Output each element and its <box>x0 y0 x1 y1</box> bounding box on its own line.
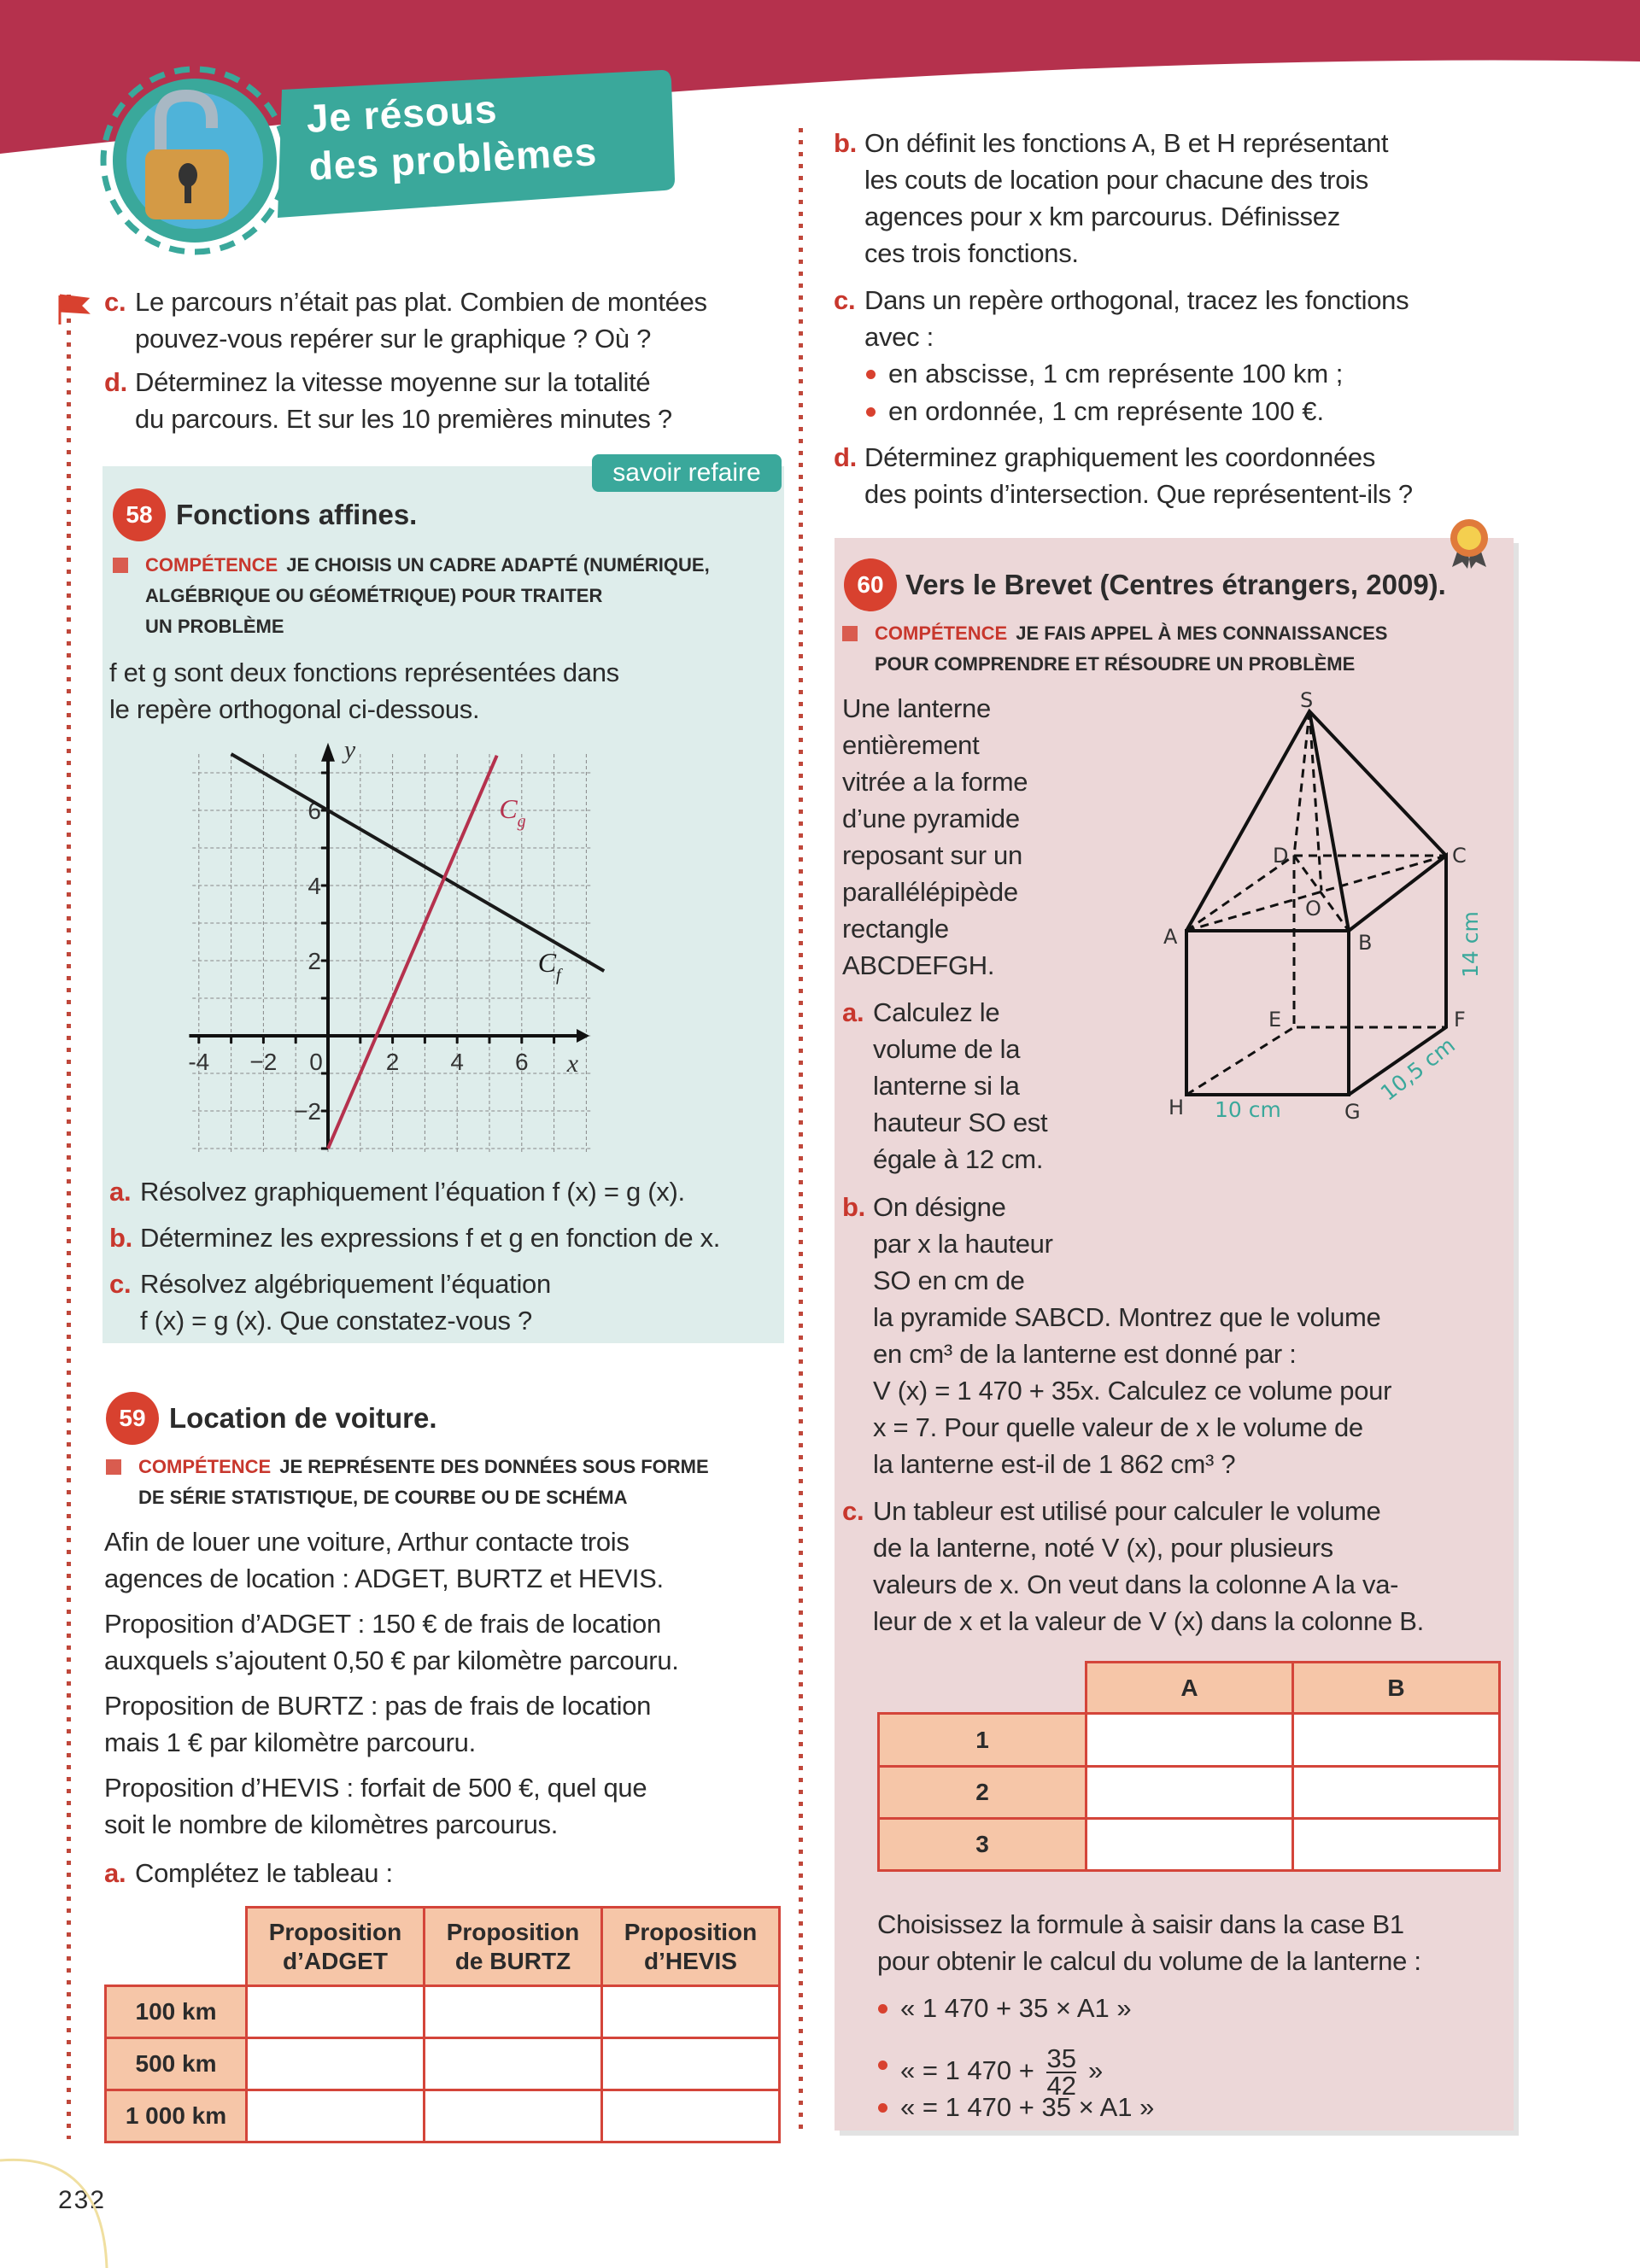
table-cell[interactable] <box>247 2038 425 2090</box>
curve-Cg <box>328 756 497 1149</box>
x-axis-arrow <box>577 1029 589 1043</box>
cell-A1[interactable] <box>1086 1714 1293 1767</box>
table-cell[interactable] <box>425 2090 602 2142</box>
question-b: b. On désigne par x la hauteur SO en cm de la pyramide SABCD. Montrez que le volume en cm³ de la lanterne est donné par : V (x) = 1 470 + 35x. Calculez ce volume pour x = 7. Pour quelle valeur de x le volume de la lanterne est-il de 1 862 cm³ ? <box>842 1192 1392 1479</box>
question-c: c. Dans un repère orthogonal, tracez les fonctions avec : <box>834 285 1409 352</box>
exercise-title: Location de voiture. <box>169 1402 437 1434</box>
y-tick-label: 4 <box>308 873 321 899</box>
bullet-item: en abscisse, 1 cm représente 100 km ; <box>863 355 1343 392</box>
exercise-title: Fonctions affines. <box>176 499 418 530</box>
formula-option: « 1 470 + 35 × A1 » <box>875 1990 1132 2026</box>
cell-A2[interactable] <box>1086 1767 1293 1819</box>
question-b: b. Déterminez les expressions f et g en fonction de x. <box>109 1223 721 1253</box>
fraction: $\frac{35}{42}$ <box>1046 2043 1076 2101</box>
row-header: 500 km <box>106 2038 247 2090</box>
column-header: Proposition d’ADGET <box>247 1908 425 1986</box>
y-axis-arrow <box>321 743 335 762</box>
lantern-figure <box>1145 683 1503 1264</box>
question-c: c. Le parcours n’était pas plat. Combien de montées pouvez-vous repérer sur le graphique ? Où ? <box>104 287 707 354</box>
cell-B3[interactable] <box>1293 1819 1500 1871</box>
exercise-number: 60 <box>844 558 897 611</box>
question-c: c. Un tableur est utilisé pour calculer le volume de la lanterne, noté V (x), pour plusieurs valeurs de x. On veut dans la colonne A la va- leur de x et la valeur de V (x) dans la colonne B. <box>842 1496 1424 1636</box>
exercise-intro: f et g sont deux fonctions représentées dans le repère orthogonal ci-dessous. <box>109 658 619 724</box>
exercise-intro: Une lanterne entièrement vitrée a la forme d’une pyramide reposant sur un parallélépipède rectangle ABCDEFGH. <box>842 693 1028 980</box>
competence: COMPÉTENCE JE REPRÉSENTE DES DONNÉES SOUS FORME DE SÉRIE STATISTIQUE, DE COURBE OU DE SCHÉMA <box>106 1452 709 1513</box>
column-header: Proposition d’HEVIS <box>602 1908 780 1986</box>
cell-A3[interactable] <box>1086 1819 1293 1871</box>
point-label: D <box>1273 844 1289 868</box>
point-label: C <box>1452 844 1467 868</box>
x-tick-label: −2 <box>249 1049 278 1075</box>
column-header: A <box>1086 1663 1293 1714</box>
x-tick-label: -4 <box>188 1049 210 1075</box>
competence: COMPÉTENCE JE FAIS APPEL À MES CONNAISSANCES POUR COMPRENDRE ET RÉSOUDRE UN PROBLÈME <box>842 618 1387 680</box>
row-header: 1 <box>879 1714 1086 1767</box>
point-label: G <box>1344 1100 1361 1124</box>
x-tick-label: 6 <box>515 1049 529 1075</box>
corner-decoration <box>0 2143 120 2268</box>
exercise-number: 59 <box>106 1392 159 1445</box>
rental-table <box>104 1906 781 2143</box>
spreadsheet-table <box>877 1661 1501 1872</box>
paragraph: Afin de louer une voiture, Arthur contacte trois agences de location : ADGET, BURTZ et HEVIS. <box>104 1527 664 1593</box>
x-tick-label: 2 <box>385 1049 400 1075</box>
width-dimension: 10 cm <box>1215 1097 1281 1122</box>
row-header: 3 <box>879 1819 1086 1871</box>
curve-label-Cf: $C_f$ <box>537 947 561 985</box>
table-cell[interactable] <box>247 1986 425 2038</box>
medal-icon <box>1445 516 1493 570</box>
paragraph: Proposition de BURTZ : pas de frais de location mais 1 € par kilomètre parcouru. <box>104 1691 652 1757</box>
table-cell[interactable] <box>425 1986 602 2038</box>
y-axis-label: y <box>343 735 356 764</box>
table-cell[interactable] <box>247 2090 425 2142</box>
table-cell[interactable] <box>602 2038 780 2090</box>
function-graph <box>171 734 700 1178</box>
question-d: d. Déterminez graphiquement les coordonnées des points d’intersection. Que représentent-ils ? <box>834 442 1413 509</box>
row-header: 100 km <box>106 1986 247 2038</box>
point-label: A <box>1163 925 1178 949</box>
exercise-number: 58 <box>113 488 166 541</box>
table-cell[interactable] <box>602 1986 780 2038</box>
y-tick-label: 6 <box>308 798 321 824</box>
formula-option: « = 1 470 + 35 × A1 » <box>875 2089 1154 2125</box>
x-tick-label: 0 <box>309 1049 323 1075</box>
x-tick-label: 4 <box>450 1049 464 1075</box>
point-label: S <box>1300 688 1314 712</box>
flag-icon <box>56 292 91 326</box>
point-label: H <box>1168 1096 1185 1119</box>
cell-B2[interactable] <box>1293 1767 1500 1819</box>
choose-formula-text: Choisissez la formule à saisir dans la case B1 pour obtenir le calcul du volume de la lanterne : <box>877 1909 1421 1976</box>
point-label: E <box>1268 1008 1282 1032</box>
depth-dimension: 10,5 cm <box>1375 1032 1460 1106</box>
question-b: b. On définit les fonctions A, B et H représentant les couts de location pour chacune des trois agences pour x km parcourus. Définissez ces trois fonctions. <box>834 128 1389 268</box>
point-label: B <box>1358 931 1373 955</box>
formula-option: « = 1 470 + $\frac{35}{42}$ » <box>875 2046 1103 2099</box>
question-a: a. Complétez le tableau : <box>104 1858 393 1888</box>
cell-B1[interactable] <box>1293 1714 1500 1767</box>
section-title: Je résous des problèmes <box>305 86 599 189</box>
left-margin-dots <box>67 295 71 2139</box>
competence: COMPÉTENCE JE CHOISIS UN CADRE ADAPTÉ (NUMÉRIQUE, ALGÉBRIQUE OU GÉOMÉTRIQUE) POUR TRAITER UN PROBLÈME <box>113 550 710 642</box>
table-cell[interactable] <box>602 2090 780 2142</box>
point-label: F <box>1454 1008 1466 1032</box>
exercise-title: Vers le Brevet (Centres étrangers, 2009). <box>905 569 1446 600</box>
savoir-refaire-tag: savoir refaire <box>592 454 782 492</box>
bullet-item: en ordonnée, 1 cm représente 100 €. <box>863 393 1324 430</box>
question-a: a. Résolvez graphiquement l’équation f (x) = g (x). <box>109 1177 685 1207</box>
column-header: Proposition de BURTZ <box>425 1908 602 1986</box>
column-divider <box>799 128 803 2135</box>
table-cell[interactable] <box>425 2038 602 2090</box>
x-axis-label: x <box>566 1049 579 1078</box>
question-c: c. Résolvez algébriquement l’équation f (x) = g (x). Que constatez-vous ? <box>109 1269 551 1336</box>
curve-label-Cg: $C_g$ <box>499 792 526 831</box>
question-d: d. Déterminez la vitesse moyenne sur la totalité du parcours. Et sur les 10 premières minutes ? <box>104 367 672 434</box>
y-tick-label: −2 <box>294 1098 321 1125</box>
paragraph: Proposition d’HEVIS : forfait de 500 €, quel que soit le nombre de kilomètres parcourus. <box>104 1773 647 1839</box>
paragraph: Proposition d’ADGET : 150 € de frais de location auxquels s’ajoutent 0,50 € par kilomètre parcouru. <box>104 1609 679 1675</box>
question-a: a. Calculez le volume de la lanterne si la hauteur SO est égale à 12 cm. <box>842 997 1048 1174</box>
height-dimension: 14 cm <box>1458 911 1483 978</box>
page-number: 232 <box>58 2186 107 2214</box>
row-header: 2 <box>879 1767 1086 1819</box>
column-header: B <box>1293 1663 1500 1714</box>
y-tick-label: 2 <box>308 948 321 974</box>
point-label: O <box>1305 897 1321 921</box>
row-header: 1 000 km <box>106 2090 247 2142</box>
